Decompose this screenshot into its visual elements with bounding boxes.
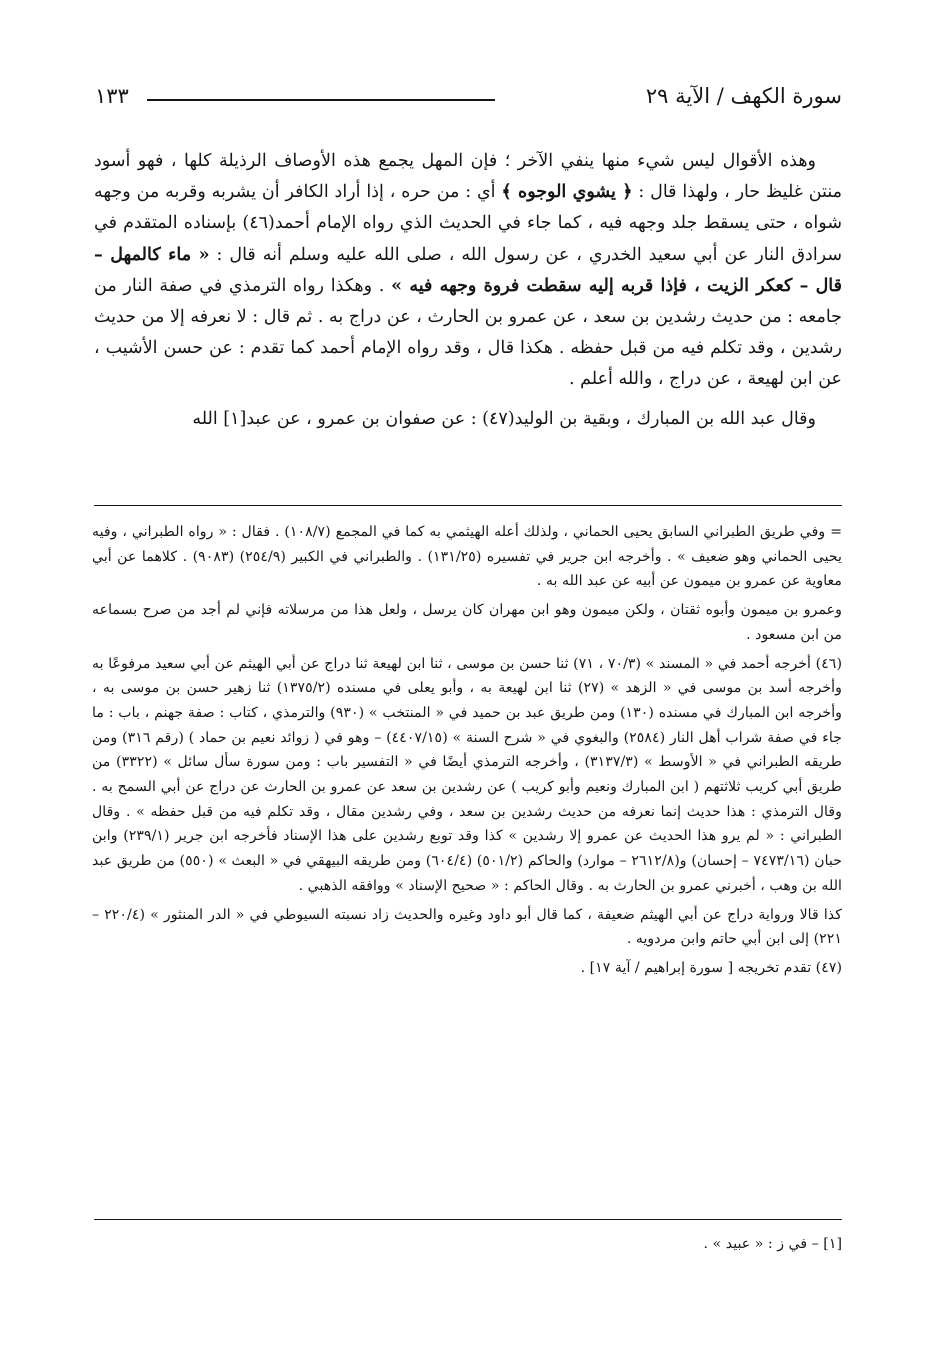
footnote-continuation: = وفي طريق الطبراني السابق يحيى الحماني ، ولذلك أعله الهيثمي به كما في المجمع (١٠٨/٧) . فقال : « رواه الطبراني ، وفيه يحيى الحماني وهو ضعيف » . وأخرجه ابن جرير في تفسيره (١٣١/٢٥) . والطبراني في الكبير (٢٥٤/٩) (٩٠٨٣) . كلاهما عن أبي معاوية عن عمرو بن ميمون عن أبيه عن عبد الله به . <box>92 524 842 590</box>
footnote-kadha-qala: كذا قالا ورواية دراج عن أبي الهيثم ضعيفة ، كما قال أبو داود وغيره والحديث زاد نسبته السيوطي في « الدر المنثور » (٢٢٠/٤ – ٢٢١) إلى ابن أبي حاتم وابن مردويه . <box>92 906 842 948</box>
main-paragraph-2 <box>94 404 842 435</box>
manuscript-annotations <box>92 1232 842 1256</box>
main-text-segment: وهذه الأقوال ليس شيء منها ينفي الآخر ؛ فإن المهل يجمع هذه الأوصاف الرذيلة كلها ، فهو أسود منتن غليظ حار ، ولهذا قال : <box>94 151 842 203</box>
footnote-separator <box>94 505 842 506</box>
footnote-amr-ibn-maymun: وعمرو بن ميمون وأبوه ثقتان ، ولكن ميمون وهو ابن مهران كان يرسل ، ولعل هذا من مرسلاته فإني لم أجد من صرح بسماعه من ابن مسعود . <box>92 602 842 643</box>
header-rule <box>147 99 495 101</box>
main-text-segment: وقال عبد الله بن المبارك ، وبقية بن الوليد <box>514 408 816 429</box>
page-number: ١٣٣ <box>95 84 129 108</box>
footnote-ref-46: (٤٦) <box>242 213 275 234</box>
annotation-1: [١] – في ز : « عبيد » . <box>703 1236 842 1252</box>
main-paragraph-1 <box>94 146 842 396</box>
hadith-quote: « ماء كالمهل – قال – كعكر الزيت ، فإذا قربه إليه سقطت فروة وجهه فيه » <box>94 244 842 296</box>
footnote-47: (٤٧) تقدم تخريجه [ سورة إبراهيم / آية ١٧] . <box>580 959 842 976</box>
main-text <box>94 146 842 435</box>
main-text-segment: بإسناده المتقدم في سرادق النار عن أبي سعيد الخدري ، عن رسول الله ، صلى الله عليه وسلم أنه قال : <box>94 213 842 265</box>
main-text-segment: . وهكذا رواه الترمذي في صفة النار من جامعه : من حديث رشدين بن سعد ، عن عمرو بن الحارث ، عن دراج به . ثم قال : لا نعرفه إلا من حديث رشدين ، وقد تكلم فيه من قبل حفظه . هكذا قال ، وقد رواه الإمام أحمد كما تقدم : عن حسن الأشيب ، عن ابن لهيعة ، عن دراج ، والله أعلم . <box>94 275 842 390</box>
main-text-segment: أي : من حره ، إذا أراد الكافر أن يشربه وقربه من وجهه شواه ، حتى يسقط جلد وجهه فيه ، كما جاء في الحديث الذي رواه الإمام أحمد <box>94 182 842 234</box>
main-text-segment: : عن صفوان بن عمرو ، عن عبد <box>246 408 483 429</box>
page-header <box>95 84 842 118</box>
surah-ayah-title: سورة الكهف / الآية ٢٩ <box>645 84 842 108</box>
footnotes <box>92 520 842 985</box>
annotation-ref-1: [١] <box>223 408 247 429</box>
footnote-ref-47: (٤٧) <box>482 408 515 429</box>
quran-quote: ﴿ يشوي الوجوه ﴾ <box>501 182 633 203</box>
annotation-separator <box>94 1219 842 1220</box>
main-text-segment: الله <box>192 408 224 429</box>
footnote-46: (٤٦) أخرجه أحمد في « المسند » (٧٠/٣ ، ٧١) ثنا حسن بن موسى ، ثنا ابن لهيعة ثنا دراج عن أبي الهيثم عن أبي سعيد مرفوعًا به وأخرجه أسد بن موسى في « الزهد » (٢٧) ثنا ابن لهيعة به ، وأبو يعلى في مسنده (١٣٧٥/٢) ثنا زهير حسن بن موسى به ، وأخرجه ابن المبارك في مسنده (١٣٠) ومن طريق عبد بن حميد في « المنتخب » (٩٣٠) والترمذي ، كتاب : صفة جهنم ، باب : ما جاء في صفة شراب أهل النار (٢٥٨٤) والبغوي في « شرح السنة » (٤٤٠٧/١٥) – وهو في ( زوائد نعيم بن حماد ) (رقم ٣١٦) ومن طريقه الطبراني في « الأوسط » (٣١٣٧/٣) ، وأخرجه الترمذي أيضًا في « التفسير باب : ومن سورة سأل سائل » (٣٣٢٢) من طريق أبي كريب ثلاثتهم ( ابن المبارك ونعيم وأبو كريب ) عن رشدين بن سعد عن عمرو بن الحارث عن دراج عن أبي السمح به . وقال الترمذي : هذا حديث إنما نعرفه من حديث رشدين بن سعد ، وفي رشدين مقال ، وقد تكلم فيه من قبل حفظه » . وقال الطبراني : « لم يرو هذا الحديث عن عمرو إلا رشدين » كذا وقد توبع رشدين على هذا الإسناد فأخرجه ابن جرير (٢٣٩/١) وابن حبان (٧٤٧٣/١٦ – إحسان) و(٢٦١٢/٨ – موارد) والحاكم (٥٠١/٢) (٦٠٤/٤) ومن طريقه البيهقي في « البعث » (٥٥٠) من طريق عبد الله بن وهب ، أخبرني عمرو بن الحارث به . وقال الحاكم : « صحيح الإسناد » ووافقه الذهبي . <box>92 655 842 894</box>
